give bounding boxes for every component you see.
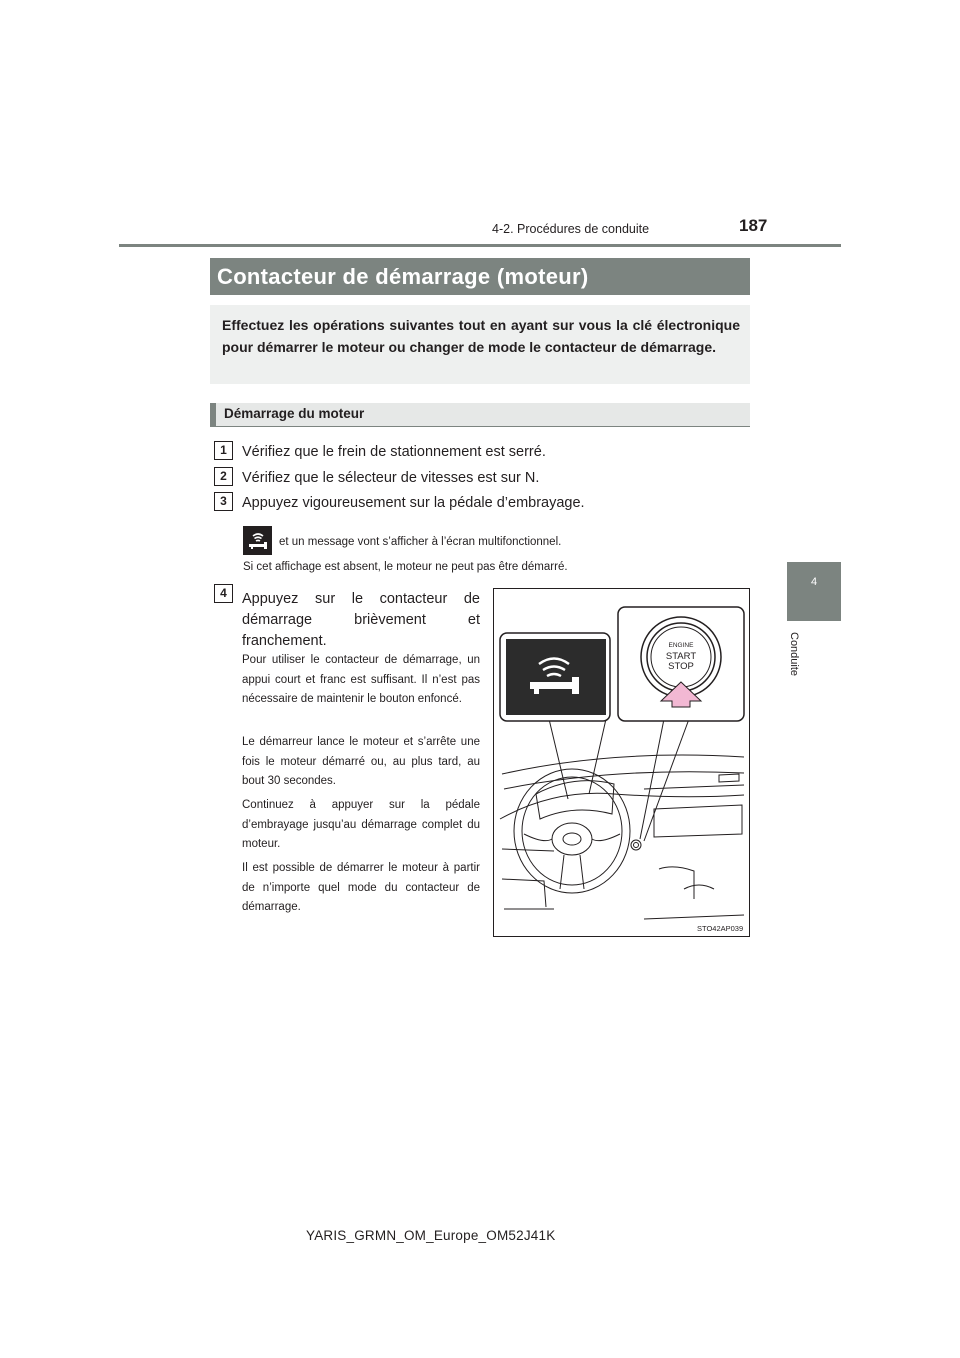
step-4-paragraph-3: Continuez à appuyer sur la pédale d’embrayage jusqu’au démarrage complet du moteur. [242, 799, 480, 850]
intro-text: Effectuez les opérations suivantes tout en ayant sur vous la clé électronique pour démarrer le moteur ou changer de mode le contacteur de démarrage. [222, 317, 740, 355]
step-4-paragraph-2: Le démarreur lance le moteur et s’arrête une fois le moteur démarré ou, au plus tard, au bout 30 secondes. [242, 736, 480, 787]
step-4-text: Appuyez sur le contacteur de démarrage brièvement et franchement. [242, 591, 480, 649]
chapter-tab [787, 562, 841, 621]
icon-note: et un message vont s’afficher à l’écran multifonctionnel. [279, 536, 562, 548]
footer-document-code: YARIS_GRMN_OM_Europe_OM52J41K [306, 1228, 556, 1243]
step-2-text: Vérifiez que le sélecteur de vitesses est sur N. [242, 470, 540, 486]
chapter-name: Conduite [788, 632, 800, 677]
dashboard-drawing [494, 589, 749, 936]
section-reference: 4-2. Procédures de conduite [492, 222, 650, 236]
illustration-code: STO42AP039 [697, 924, 744, 933]
dashboard-illustration [493, 588, 750, 937]
step-number-2: 2 [214, 467, 233, 486]
step-3-text: Appuyez vigoureusement sur la pédale d’embrayage. [242, 495, 585, 511]
button-label-start: START [665, 651, 697, 662]
chapter-number: 4 [810, 576, 818, 588]
step-4-paragraph-1: Pour utiliser le contacteur de démarrage, un appui court et franc est suffisant. Il n’est pas nécessaire de maintenir le bouton enfoncé. [242, 654, 480, 705]
button-label-stop: STOP [668, 661, 694, 672]
smart-key-indicator-icon [243, 526, 272, 555]
header-rule [119, 244, 841, 247]
subsection-title: Démarrage du moteur [224, 406, 365, 421]
button-label-engine: ENGINE [668, 642, 694, 649]
page-number: 187 [739, 216, 768, 235]
absent-note: Si cet affichage est absent, le moteur ne peut pas être démarré. [243, 561, 568, 573]
step-4-paragraph-4: Il est possible de démarrer le moteur à partir de n’importe quel mode du contacteur de démarrage. [242, 862, 480, 913]
page-title: Contacteur de démarrage (moteur) [217, 264, 589, 289]
step-number-1: 1 [214, 441, 233, 460]
step-number-3: 3 [214, 492, 233, 511]
step-1-text: Vérifiez que le frein de stationnement est serré. [242, 444, 546, 460]
step-number-4: 4 [214, 584, 233, 603]
